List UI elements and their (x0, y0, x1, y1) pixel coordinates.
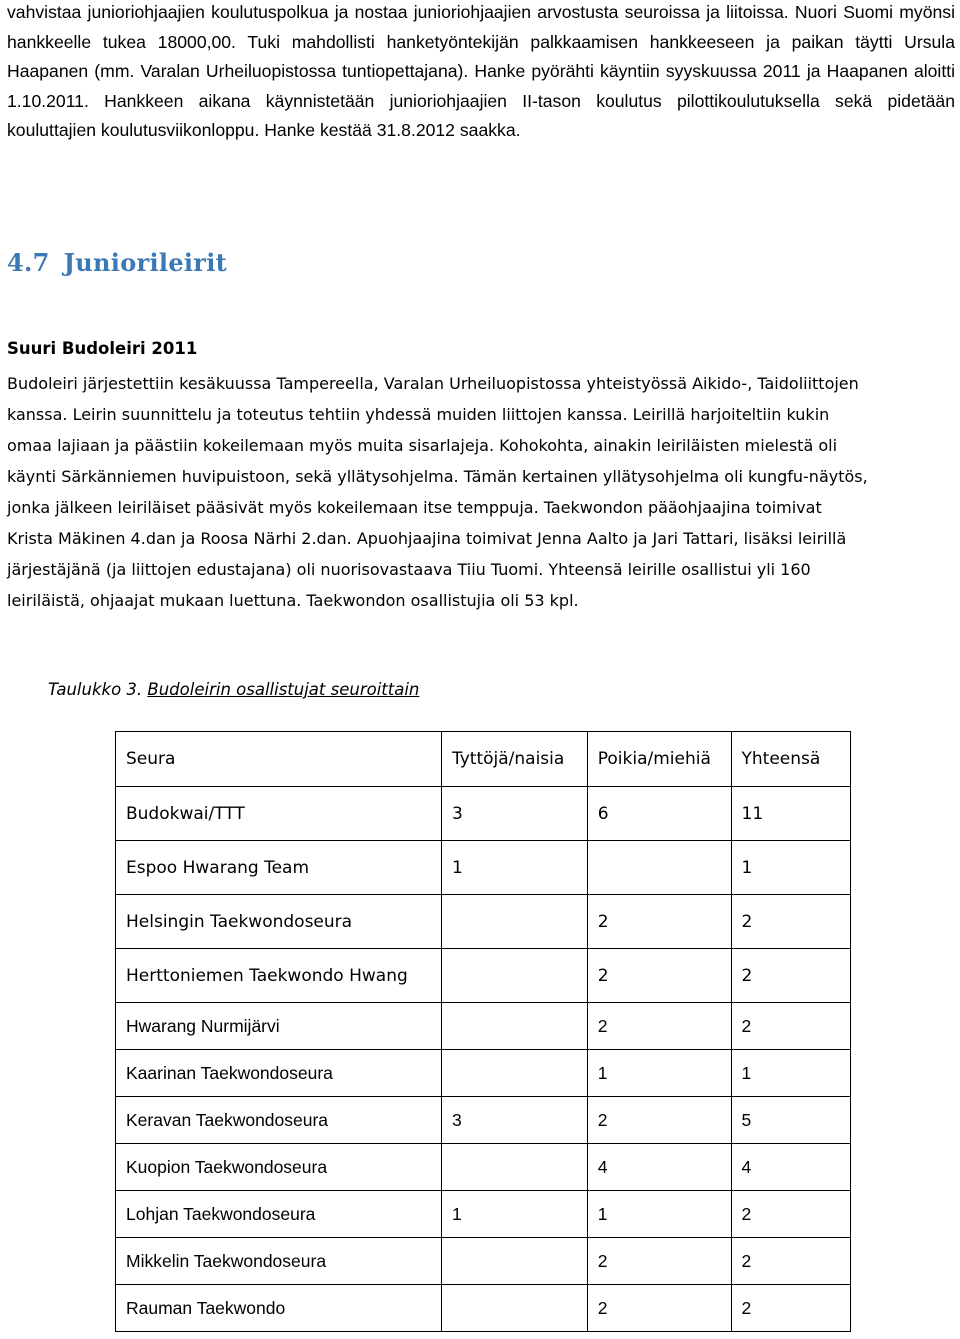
table-cell: Lohjan Taekwondoseura (116, 1191, 442, 1238)
column-header: Yhteensä (731, 732, 850, 787)
participants-table (115, 731, 851, 1332)
column-header: Seura (116, 732, 442, 787)
table-row (116, 841, 851, 895)
intro-line: koulutus pilottikoulutuksella sekä pidetään kouluttajien koulutusviikonloppu. Hanke kestää 31.8.2012 (7, 90, 955, 141)
table-cell: 4 (587, 1144, 731, 1191)
table-cell: 2 (731, 1003, 850, 1050)
table-cell: 1 (441, 841, 587, 895)
intro-line: saakka. (459, 120, 521, 141)
table-row (116, 787, 851, 841)
section-heading (7, 248, 227, 277)
intro-paragraph (7, 0, 955, 146)
table-cell: 1 (731, 1050, 850, 1097)
table-cell: Keravan Taekwondoseura (116, 1097, 442, 1144)
table-row (116, 949, 851, 1003)
section-number: 4.7 (7, 248, 50, 277)
table-cell: 1 (731, 841, 850, 895)
table-cell (441, 949, 587, 1003)
table-row (116, 1003, 851, 1050)
table-cell: Hwarang Nurmijärvi (116, 1003, 442, 1050)
table-row (116, 1285, 851, 1332)
table-cell (587, 841, 731, 895)
table-cell: Kaarinan Taekwondoseura (116, 1050, 442, 1097)
table-cell: Rauman Taekwondo (116, 1285, 442, 1332)
camp-line: järjestäjänä (ja liittojen edustajana) oli nuorisovastaava Tiiu Tuomi. Yhteensä leirille osallistui yli 160 (7, 560, 811, 579)
table-cell: 2 (731, 895, 850, 949)
table-row (116, 1238, 851, 1285)
table-cell: 2 (731, 1238, 850, 1285)
camp-title: Suuri Budoleiri 2011 (7, 339, 198, 358)
table-cell: 1 (587, 1050, 731, 1097)
table-cell: 2 (587, 1238, 731, 1285)
column-header: Tyttöjä/naisia (441, 732, 587, 787)
camp-line: jonka jälkeen leiriläiset pääsivät myös kokeilemaan itse temppuja. Taekwondon pääohjaajina toimivat (7, 498, 822, 517)
table-cell (441, 1144, 587, 1191)
table-caption-title: Budoleirin osallistujat seuroittain (147, 680, 420, 699)
table-row (116, 1050, 851, 1097)
table-cell: 2 (731, 1191, 850, 1238)
table-cell: 1 (587, 1191, 731, 1238)
intro-line: syyskuussa 2011 ja Haapanen aloitti 1.10.2011. Hankkeen aikana käynnistetään junioriohjaajien II-tason (7, 61, 956, 111)
camp-line: leiriläistä, ohjaajat mukaan luettuna. Taekwondon osallistujia oli 53 kpl. (7, 591, 579, 610)
camp-line: käynti Särkänniemen huvipuistoon, sekä yllätysohjelma. Tämän kertainen yllätysohjelma oli kungfu-näytös, (7, 467, 868, 486)
table-cell: 3 (441, 787, 587, 841)
table-cell: 2 (587, 949, 731, 1003)
table-cell: 2 (731, 1285, 850, 1332)
table-cell (441, 1050, 587, 1097)
camp-line: Krista Mäkinen 4.dan ja Roosa Närhi 2.dan. Apuohjaajina toimivat Jenna Aalto ja Jari Tattari, lisäksi leirillä (7, 529, 847, 548)
section-title: Juniorileirit (63, 248, 228, 277)
table-cell: Herttoniemen Taekwondo Hwang (116, 949, 442, 1003)
table-cell: 4 (731, 1144, 850, 1191)
camp-paragraph (7, 368, 955, 616)
table-cell: 2 (587, 1285, 731, 1332)
table-row (116, 1097, 851, 1144)
table-cell: Kuopion Taekwondoseura (116, 1144, 442, 1191)
table-cell (441, 1003, 587, 1050)
table-cell (441, 1238, 587, 1285)
table-caption-label: Taulukko 3. (48, 680, 143, 699)
table-row (116, 1144, 851, 1191)
table-header-row (116, 732, 851, 787)
table-cell: 6 (587, 787, 731, 841)
camp-line: kanssa. Leirin suunnittelu ja toteutus tehtiin yhdessä muiden liittojen kanssa. Leirillä harjoiteltiin kukin (7, 405, 830, 424)
table-caption (48, 680, 419, 699)
table-row (116, 1191, 851, 1238)
table-cell (441, 1285, 587, 1332)
table-row (116, 895, 851, 949)
table-cell: Mikkelin Taekwondoseura (116, 1238, 442, 1285)
table-cell: 2 (587, 1003, 731, 1050)
table-cell: 2 (587, 895, 731, 949)
table-cell: 3 (441, 1097, 587, 1144)
table-cell (441, 895, 587, 949)
table-cell: 5 (731, 1097, 850, 1144)
intro-line: paikan täytti Ursula Haapanen (mm. Varalan Urheiluopistossa tuntiopettajana). Hanke pyörähti käyntiin (7, 31, 955, 82)
table-cell: 1 (441, 1191, 587, 1238)
table-cell: Espoo Hwarang Team (116, 841, 442, 895)
camp-line: Budoleiri järjestettiin kesäkuussa Tampereella, Varalan Urheiluopistossa yhteistyössä Aikido-, Taidoliittojen (7, 374, 859, 393)
table-cell: Budokwai/TTT (116, 787, 442, 841)
camp-line: omaa lajiaan ja päästiin kokeilemaan myös muita sisarlajeja. Kohokohta, ainakin leiriläisten mielestä oli (7, 436, 838, 455)
table-cell: 2 (587, 1097, 731, 1144)
table-cell: 11 (731, 787, 850, 841)
table-cell: 2 (731, 949, 850, 1003)
column-header: Poikia/miehiä (587, 732, 731, 787)
intro-line: vahvistaa junioriohjaajien koulutuspolkua ja nostaa junioriohjaajien arvostusta seuroissa ja liitoissa. Nuori (7, 2, 837, 22)
table-cell: Helsingin Taekwondoseura (116, 895, 442, 949)
intro-line: Suomi myönsi hankkeelle tukea 18000,00. Tuki mahdollisti hanketyöntekijän palkkaamisen hankkeeseen ja (7, 2, 956, 52)
